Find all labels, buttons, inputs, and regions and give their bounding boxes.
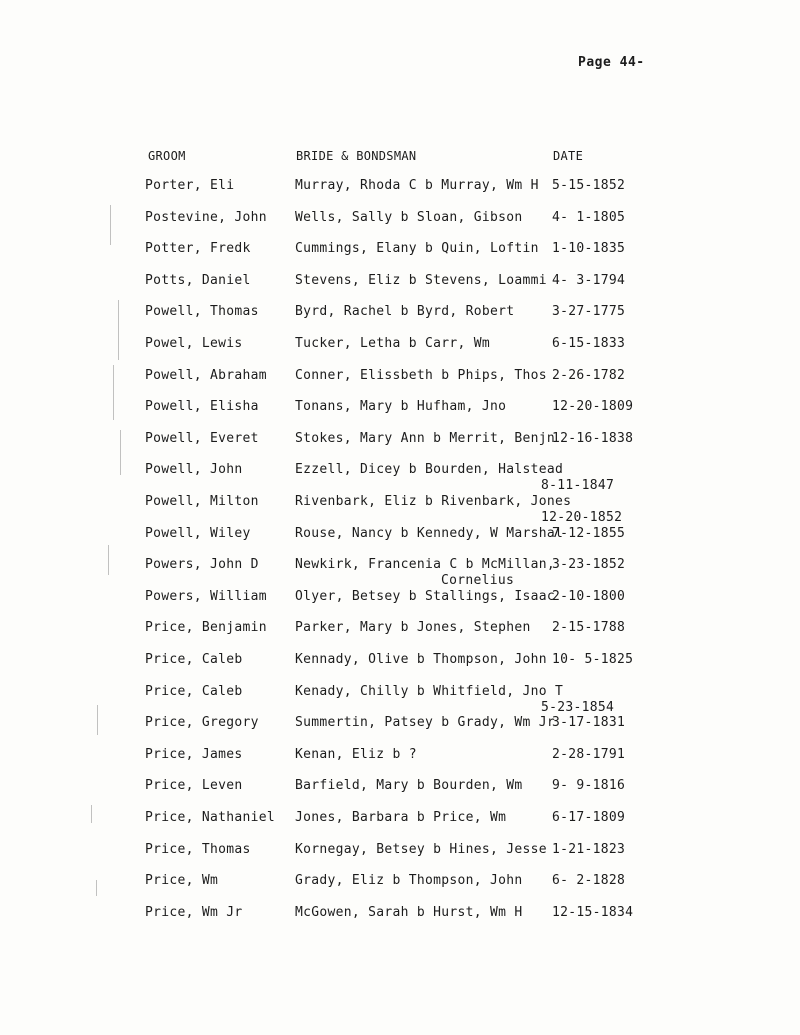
bride-bondsman: Grady, Eliz b Thompson, John bbox=[295, 873, 523, 888]
bride-bondsman: Kenady, Chilly b Whitfield, Jno T bbox=[295, 684, 564, 699]
record-row bbox=[0, 842, 800, 872]
groom-name: Powell, Everet bbox=[145, 431, 259, 446]
groom-name: Powell, Abraham bbox=[145, 368, 267, 383]
groom-name: Powell, John bbox=[145, 462, 243, 477]
record-row bbox=[0, 873, 800, 903]
scan-margin-mark bbox=[91, 805, 92, 823]
marriage-date: 12-16-1838 bbox=[552, 431, 634, 446]
groom-name: Price, Wm bbox=[145, 873, 219, 888]
scan-margin-mark bbox=[113, 365, 114, 420]
record-row bbox=[0, 810, 800, 840]
record-row bbox=[0, 178, 800, 208]
bride-bondsman: Stevens, Eliz b Stevens, Loammi bbox=[295, 273, 547, 288]
groom-name: Price, Benjamin bbox=[145, 620, 267, 635]
scan-margin-mark bbox=[120, 430, 121, 475]
bride-bondsman: Tonans, Mary b Hufham, Jno bbox=[295, 399, 507, 414]
record-row bbox=[0, 399, 800, 429]
record-row bbox=[0, 905, 800, 935]
groom-name: Price, Wm Jr bbox=[145, 905, 243, 920]
bride-bondsman: Rivenbark, Eliz b Rivenbark, Jones bbox=[295, 494, 572, 509]
marriage-date: 10- 5-1825 bbox=[552, 652, 634, 667]
groom-name: Powers, William bbox=[145, 589, 267, 604]
scan-margin-mark bbox=[110, 205, 111, 245]
bride-bondsman: Tucker, Letha b Carr, Wm bbox=[295, 336, 491, 351]
groom-name: Powel, Lewis bbox=[145, 336, 243, 351]
groom-name: Powell, Thomas bbox=[145, 304, 259, 319]
header-date: DATE bbox=[553, 149, 584, 163]
record-row bbox=[0, 336, 800, 366]
marriage-date: 6- 2-1828 bbox=[552, 873, 626, 888]
bride-bondsman: Kennady, Olive b Thompson, John bbox=[295, 652, 547, 667]
bondsman-continuation: Cornelius bbox=[441, 573, 515, 588]
groom-name: Price, Leven bbox=[145, 778, 243, 793]
record-row bbox=[0, 557, 800, 587]
groom-name: Powell, Elisha bbox=[145, 399, 259, 414]
bride-bondsman: Jones, Barbara b Price, Wm bbox=[295, 810, 507, 825]
marriage-date: 5-15-1852 bbox=[552, 178, 626, 193]
marriage-date: 4- 1-1805 bbox=[552, 210, 626, 225]
bride-bondsman: McGowen, Sarah b Hurst, Wm H bbox=[295, 905, 523, 920]
groom-name: Potts, Daniel bbox=[145, 273, 251, 288]
groom-name: Price, Thomas bbox=[145, 842, 251, 857]
header-bride-bondsman: BRIDE & BONDSMAN bbox=[296, 149, 417, 163]
record-row bbox=[0, 778, 800, 808]
page-number: Page 44- bbox=[578, 55, 645, 70]
record-row bbox=[0, 241, 800, 271]
bride-bondsman: Murray, Rhoda C b Murray, Wm H bbox=[295, 178, 539, 193]
marriage-date: 6-17-1809 bbox=[552, 810, 626, 825]
scan-margin-mark bbox=[96, 880, 97, 896]
marriage-date: 3-23-1852 bbox=[552, 557, 626, 572]
record-row bbox=[0, 494, 800, 524]
record-row bbox=[0, 368, 800, 398]
record-row bbox=[0, 304, 800, 334]
marriage-date-wrapped: 12-20-1852 bbox=[541, 510, 623, 525]
marriage-date: 2-15-1788 bbox=[552, 620, 626, 635]
bride-bondsman: Wells, Sally b Sloan, Gibson bbox=[295, 210, 523, 225]
bride-bondsman: Rouse, Nancy b Kennedy, W Marshal bbox=[295, 526, 564, 541]
header-groom: GROOM bbox=[148, 149, 186, 163]
bride-bondsman: Olyer, Betsey b Stallings, Isaac bbox=[295, 589, 556, 604]
marriage-date: 9- 9-1816 bbox=[552, 778, 626, 793]
marriage-date: 1-21-1823 bbox=[552, 842, 626, 857]
marriage-date: 12-20-1809 bbox=[552, 399, 634, 414]
bride-bondsman: Barfield, Mary b Bourden, Wm bbox=[295, 778, 523, 793]
scan-margin-mark bbox=[118, 300, 119, 360]
marriage-date: 2-10-1800 bbox=[552, 589, 626, 604]
marriage-date-wrapped: 8-11-1847 bbox=[541, 478, 615, 493]
groom-name: Powers, John D bbox=[145, 557, 259, 572]
record-row bbox=[0, 620, 800, 650]
bride-bondsman: Parker, Mary b Jones, Stephen bbox=[295, 620, 531, 635]
record-row bbox=[0, 273, 800, 303]
marriage-date: 2-28-1791 bbox=[552, 747, 626, 762]
bride-bondsman: Kenan, Eliz b ? bbox=[295, 747, 417, 762]
marriage-date: 7-12-1855 bbox=[552, 526, 626, 541]
bride-bondsman: Newkirk, Francenia C b McMillan, bbox=[295, 557, 556, 572]
marriage-date: 2-26-1782 bbox=[552, 368, 626, 383]
groom-name: Postevine, John bbox=[145, 210, 267, 225]
bride-bondsman: Summertin, Patsey b Grady, Wm Jr bbox=[295, 715, 556, 730]
bride-bondsman: Ezzell, Dicey b Bourden, Halstead bbox=[295, 462, 564, 477]
bride-bondsman: Conner, Elissbeth b Phips, Thos bbox=[295, 368, 547, 383]
bride-bondsman: Byrd, Rachel b Byrd, Robert bbox=[295, 304, 515, 319]
record-row bbox=[0, 747, 800, 777]
groom-name: Potter, Fredk bbox=[145, 241, 251, 256]
marriage-date: 6-15-1833 bbox=[552, 336, 626, 351]
marriage-date-wrapped: 5-23-1854 bbox=[541, 700, 615, 715]
groom-name: Price, Nathaniel bbox=[145, 810, 276, 825]
groom-name: Powell, Wiley bbox=[145, 526, 251, 541]
marriage-date: 12-15-1834 bbox=[552, 905, 634, 920]
record-row bbox=[0, 684, 800, 714]
scan-margin-mark bbox=[97, 705, 98, 735]
bride-bondsman: Cummings, Elany b Quin, Loftin bbox=[295, 241, 539, 256]
groom-name: Price, Gregory bbox=[145, 715, 259, 730]
groom-name: Price, Caleb bbox=[145, 684, 243, 699]
marriage-date: 3-17-1831 bbox=[552, 715, 626, 730]
record-row bbox=[0, 526, 800, 556]
groom-name: Powell, Milton bbox=[145, 494, 259, 509]
record-row bbox=[0, 210, 800, 240]
groom-name: Price, James bbox=[145, 747, 243, 762]
marriage-date: 1-10-1835 bbox=[552, 241, 626, 256]
marriage-date: 3-27-1775 bbox=[552, 304, 626, 319]
groom-name: Porter, Eli bbox=[145, 178, 235, 193]
record-row bbox=[0, 715, 800, 745]
scan-margin-mark bbox=[108, 545, 109, 575]
groom-name: Price, Caleb bbox=[145, 652, 243, 667]
marriage-date: 4- 3-1794 bbox=[552, 273, 626, 288]
record-row bbox=[0, 652, 800, 682]
record-row bbox=[0, 589, 800, 619]
bride-bondsman: Kornegay, Betsey b Hines, Jesse bbox=[295, 842, 547, 857]
bride-bondsman: Stokes, Mary Ann b Merrit, Benjn bbox=[295, 431, 556, 446]
